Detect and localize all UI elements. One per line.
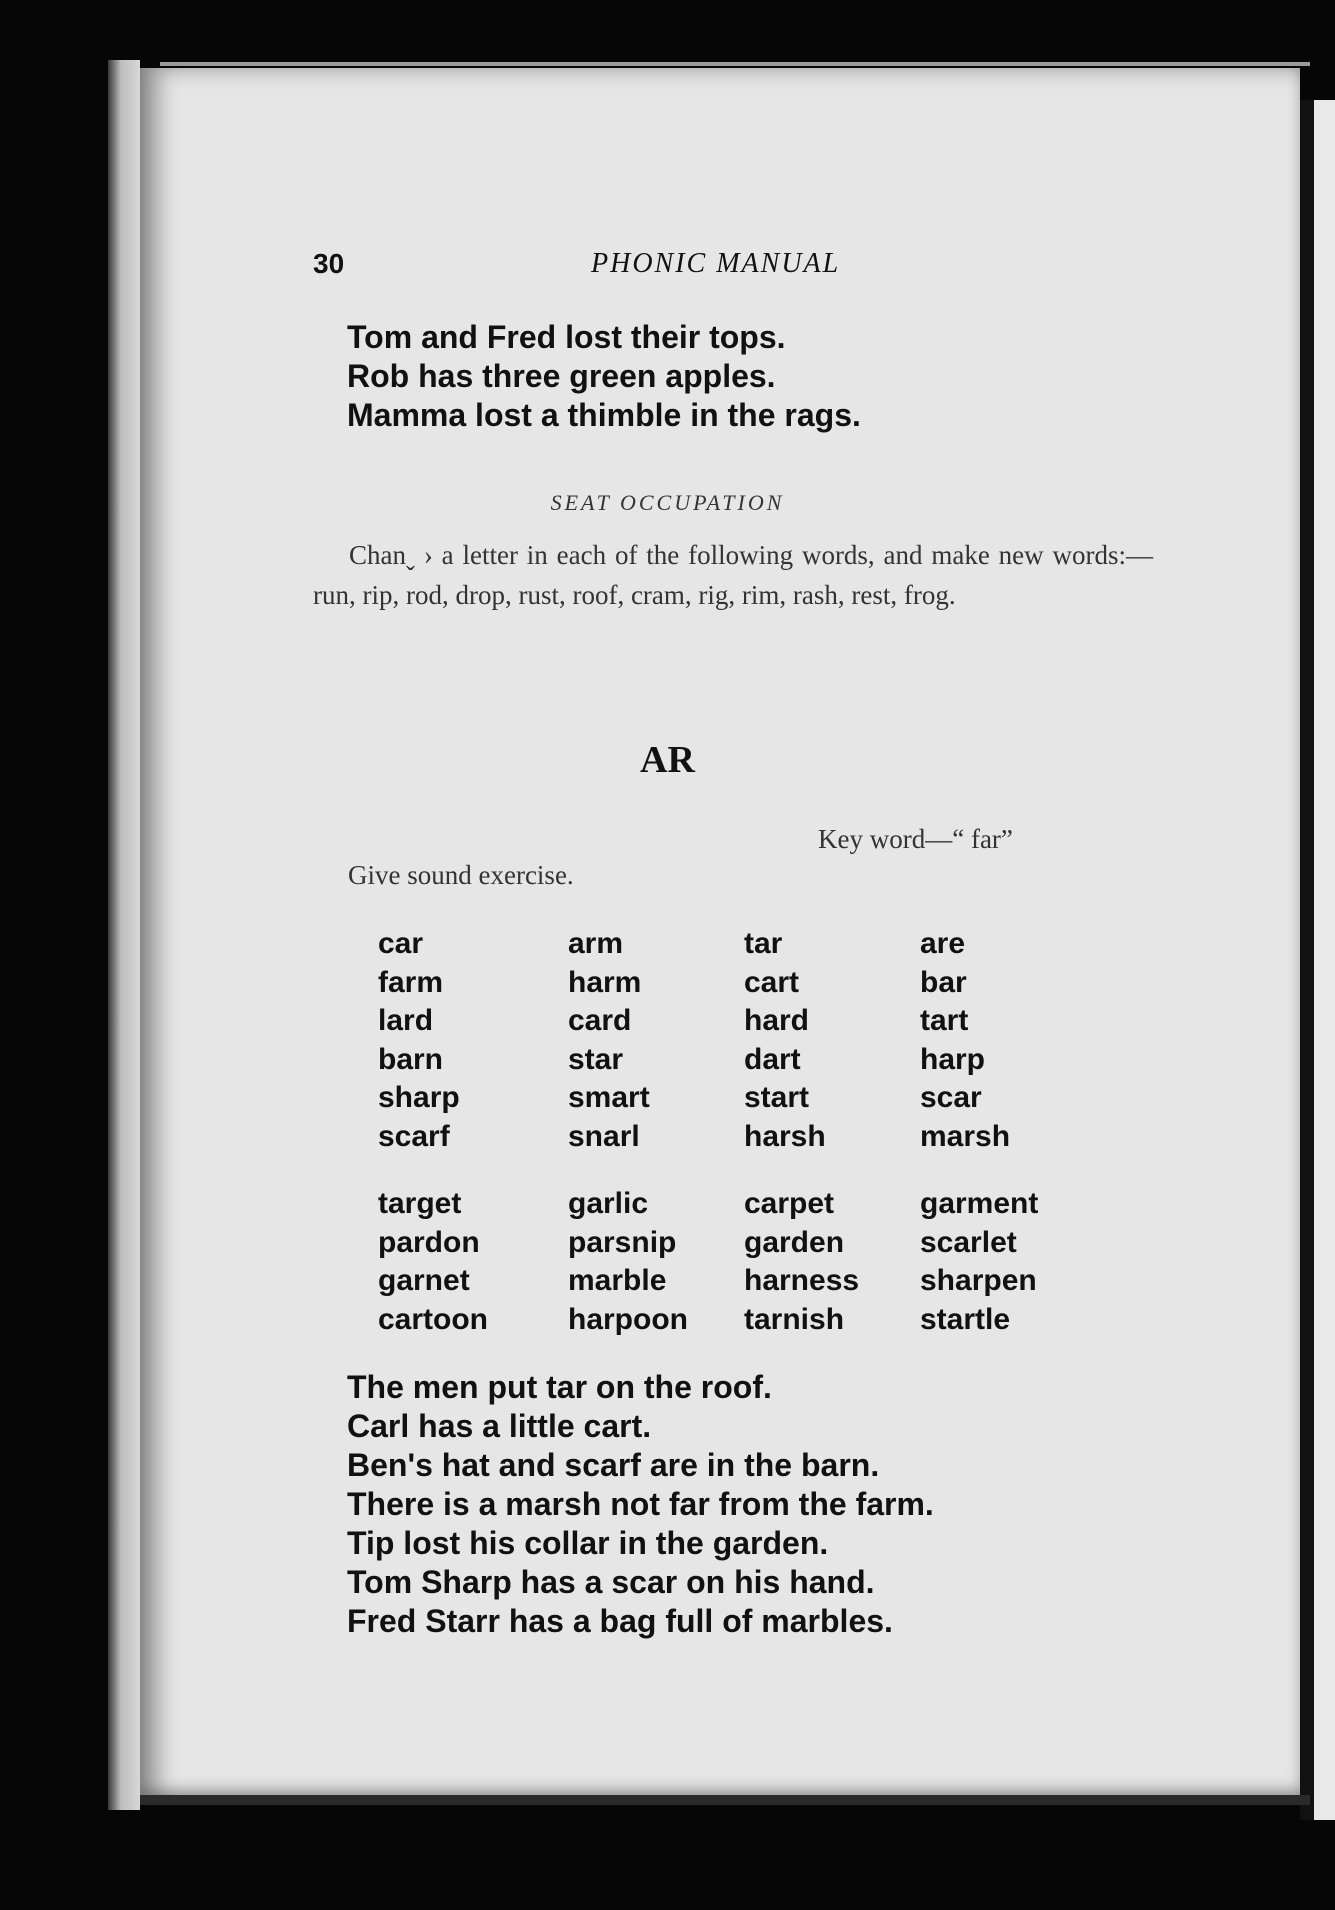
word-cell: harness bbox=[744, 1264, 860, 1297]
sentence-line: Fred Starr has a bag full of marbles. bbox=[347, 1603, 893, 1639]
word-cell: farm bbox=[378, 965, 444, 999]
key-word: Key word—“ far” bbox=[818, 824, 1013, 854]
page-top-edge bbox=[160, 62, 1310, 66]
seat-occupation-title: SEAT OCCUPATION bbox=[550, 490, 785, 515]
word-table-two bbox=[378, 1185, 1078, 1339]
word-cell: scarlet bbox=[920, 1225, 1017, 1259]
running-head: PHONIC MANUAL bbox=[591, 248, 841, 279]
sentence-line: Ben's hat and scarf are in the barn. bbox=[347, 1447, 880, 1483]
word-cell: hard bbox=[744, 1004, 810, 1037]
word-cell: cartoon bbox=[378, 1302, 489, 1336]
page-header bbox=[313, 248, 873, 288]
word-cell: tar bbox=[744, 927, 783, 960]
sentence-line: Carl has a little cart. bbox=[347, 1408, 652, 1444]
page-number: 30 bbox=[313, 248, 345, 279]
word-cell: star bbox=[568, 1042, 624, 1076]
word-cell: lard bbox=[378, 1004, 434, 1037]
word-cell: dart bbox=[744, 1042, 801, 1076]
intro-sentences bbox=[347, 318, 861, 435]
sentence-line: There is a marsh not far from the farm. bbox=[347, 1486, 934, 1522]
word-cell: harsh bbox=[744, 1119, 826, 1153]
word-cell: startle bbox=[920, 1302, 1011, 1336]
sentence-line: Mamma lost a thimble in the rags. bbox=[347, 397, 861, 433]
word-cell: harpoon bbox=[568, 1302, 688, 1336]
word-table-one bbox=[378, 925, 1078, 1156]
word-cell: garlic bbox=[568, 1187, 649, 1220]
sentence-line: Tom and Fred lost their tops. bbox=[347, 319, 786, 355]
word-cell: sharpen bbox=[920, 1264, 1037, 1297]
word-cell: target bbox=[378, 1187, 462, 1220]
word-cell: carpet bbox=[744, 1187, 835, 1220]
word-cell: sharp bbox=[378, 1081, 460, 1114]
sentence-line: Tom Sharp has a scar on his hand. bbox=[347, 1564, 875, 1600]
word-cell: pardon bbox=[378, 1225, 480, 1259]
seat-occupation-text: Chanˬ › a letter in each of the following words, and make new words:—run, rip, rod, drop, rust, roof, cram, rig, rim, rash, rest, frog. bbox=[313, 540, 1153, 610]
book-spine bbox=[108, 60, 140, 1810]
word-cell: marble bbox=[568, 1264, 667, 1297]
word-cell: tart bbox=[920, 1004, 969, 1037]
word-cell: cart bbox=[744, 965, 800, 999]
practice-sentences bbox=[347, 1368, 934, 1641]
word-cell: marsh bbox=[920, 1119, 1011, 1153]
word-cell: garment bbox=[920, 1187, 1039, 1220]
word-cell: harm bbox=[568, 965, 642, 999]
sentence-line: The men put tar on the roof. bbox=[347, 1369, 772, 1405]
word-cell: bar bbox=[920, 965, 967, 999]
word-cell: smart bbox=[568, 1081, 650, 1114]
word-cell: card bbox=[568, 1004, 632, 1037]
word-cell: are bbox=[920, 927, 966, 960]
adjacent-page-edge bbox=[1300, 100, 1335, 1820]
word-cell: snarl bbox=[568, 1119, 640, 1153]
lesson-heading: AR bbox=[640, 739, 695, 781]
word-cell: tarnish bbox=[744, 1302, 845, 1336]
word-cell: start bbox=[744, 1081, 810, 1114]
word-cell: garnet bbox=[378, 1264, 470, 1297]
word-cell: parsnip bbox=[568, 1225, 677, 1259]
sentence-line: Rob has three green apples. bbox=[347, 358, 776, 394]
word-cell: scar bbox=[920, 1081, 982, 1114]
word-cell: barn bbox=[378, 1042, 444, 1076]
word-cell: scarf bbox=[378, 1119, 450, 1153]
word-cell: arm bbox=[568, 927, 624, 960]
page-bottom-shadow bbox=[140, 1795, 1310, 1805]
word-cell: harp bbox=[920, 1042, 986, 1076]
word-cell: garden bbox=[744, 1225, 845, 1259]
exercise-instruction: Give sound exercise. bbox=[348, 860, 574, 890]
sentence-line: Tip lost his collar in the garden. bbox=[347, 1525, 829, 1561]
word-cell: car bbox=[378, 927, 424, 960]
